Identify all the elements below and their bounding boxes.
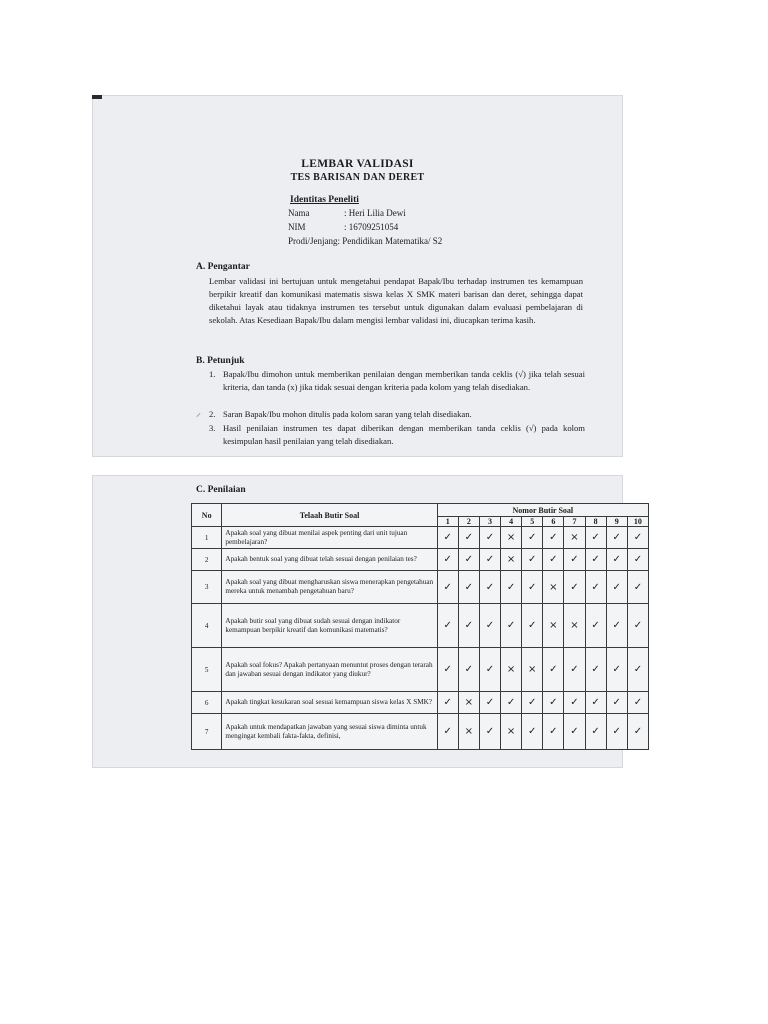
question-text: Apakah untuk mendapatkan jawaban yang sesuai siswa diminta untuk mengingat kembali fakta-fakta, definisi,	[222, 714, 437, 750]
check-mark: ✓	[437, 692, 458, 714]
pen-mark: ⸝	[196, 408, 201, 419]
cross-mark: ×	[501, 648, 522, 692]
column-number: 6	[543, 517, 564, 527]
column-header-no: No	[192, 504, 222, 527]
identity-value: : Heri Lilia Dewi	[344, 208, 406, 218]
check-mark: ✓	[543, 549, 564, 571]
section-a-heading: A. Pengantar	[196, 262, 250, 272]
check-mark: ✓	[585, 571, 606, 604]
check-mark: ✓	[585, 527, 606, 549]
cross-mark: ×	[501, 714, 522, 750]
check-mark: ✓	[522, 571, 543, 604]
check-mark: ✓	[479, 604, 500, 648]
cross-mark: ×	[564, 604, 585, 648]
cross-mark: ×	[501, 549, 522, 571]
identity-row-nim	[288, 222, 398, 232]
check-mark: ✓	[479, 648, 500, 692]
row-number: 3	[192, 571, 222, 604]
cross-mark: ×	[458, 714, 479, 750]
section-b-heading: B. Petunjuk	[196, 356, 245, 366]
check-mark: ✓	[627, 604, 648, 648]
check-mark: ✓	[564, 714, 585, 750]
check-mark: ✓	[627, 571, 648, 604]
table-row	[192, 714, 649, 750]
table-row	[192, 549, 649, 571]
check-mark: ✓	[585, 604, 606, 648]
check-mark: ✓	[479, 692, 500, 714]
table-row	[192, 648, 649, 692]
instruction-number: 2.	[209, 409, 216, 419]
cross-mark: ×	[522, 648, 543, 692]
check-mark: ✓	[585, 549, 606, 571]
cross-mark: ×	[543, 571, 564, 604]
row-number: 7	[192, 714, 222, 750]
cross-mark: ×	[501, 527, 522, 549]
check-mark: ✓	[522, 714, 543, 750]
identity-value: : Pendidikan Matematika/ S2	[337, 236, 443, 246]
check-mark: ✓	[458, 604, 479, 648]
check-mark: ✓	[437, 549, 458, 571]
column-number: 5	[522, 517, 543, 527]
question-text: Apakah tingkat kesukaran soal sesuai kemampuan siswa kelas X SMK?	[222, 692, 437, 714]
check-mark: ✓	[543, 714, 564, 750]
check-mark: ✓	[479, 714, 500, 750]
instruction-item	[209, 408, 585, 421]
check-mark: ✓	[606, 604, 627, 648]
check-mark: ✓	[458, 527, 479, 549]
check-mark: ✓	[501, 604, 522, 648]
cross-mark: ×	[543, 604, 564, 648]
table-row	[192, 527, 649, 549]
check-mark: ✓	[543, 648, 564, 692]
check-mark: ✓	[437, 604, 458, 648]
column-number: 2	[458, 517, 479, 527]
check-mark: ✓	[458, 571, 479, 604]
instruction-text: Hasil penilaian instrumen tes dapat diberikan dengan memberikan tanda ceklis (√) pada kolom kesimpulan hasil penilaian yang telah disediakan.	[223, 423, 585, 446]
identity-heading: Identitas Peneliti	[290, 195, 359, 205]
identity-label: Nama	[288, 208, 310, 218]
column-number: 9	[606, 517, 627, 527]
check-mark: ✓	[522, 604, 543, 648]
check-mark: ✓	[585, 714, 606, 750]
check-mark: ✓	[606, 571, 627, 604]
check-mark: ✓	[627, 714, 648, 750]
check-mark: ✓	[606, 527, 627, 549]
check-mark: ✓	[479, 571, 500, 604]
check-mark: ✓	[564, 648, 585, 692]
check-mark: ✓	[437, 714, 458, 750]
document-page-2	[92, 475, 643, 768]
check-mark: ✓	[564, 692, 585, 714]
cross-mark: ×	[458, 692, 479, 714]
check-mark: ✓	[437, 571, 458, 604]
table-row	[192, 692, 649, 714]
table-row	[192, 571, 649, 604]
column-number: 3	[479, 517, 500, 527]
check-mark: ✓	[627, 527, 648, 549]
question-text: Apakah bentuk soal yang dibuat telah sesuai dengan penilaian tes?	[222, 549, 437, 571]
check-mark: ✓	[585, 648, 606, 692]
row-number: 5	[192, 648, 222, 692]
instruction-item	[209, 422, 585, 448]
table-row	[192, 604, 649, 648]
document-subtitle: TES BARISAN DAN DERET	[290, 172, 425, 183]
check-mark: ✓	[522, 692, 543, 714]
column-number: 7	[564, 517, 585, 527]
check-mark: ✓	[522, 549, 543, 571]
check-mark: ✓	[458, 648, 479, 692]
check-mark: ✓	[606, 549, 627, 571]
column-number: 1	[437, 517, 458, 527]
document-title: LEMBAR VALIDASI	[301, 158, 414, 170]
question-text: Apakah butir soal yang dibuat sudah sesuai dengan indikator kemampuan berpikir kreatif dan komunikasi matematis?	[222, 604, 437, 648]
instruction-number: 1.	[209, 369, 216, 379]
check-mark: ✓	[437, 648, 458, 692]
cross-mark: ×	[564, 527, 585, 549]
question-text: Apakah soal yang dibuat menilai aspek penting dari unit tujuan pembelajaran?	[222, 527, 437, 549]
check-mark: ✓	[543, 527, 564, 549]
check-mark: ✓	[501, 692, 522, 714]
row-number: 2	[192, 549, 222, 571]
identity-row-prodi	[288, 236, 442, 246]
check-mark: ✓	[564, 549, 585, 571]
column-header-group: Nomor Butir Soal	[437, 504, 648, 517]
question-text: Apakah soal yang dibuat mengharuskan siswa menerapkan pengetahuan mereka untuk menambah pengetahuan baru?	[222, 571, 437, 604]
identity-label: Prodi/Jenjang	[288, 236, 338, 246]
check-mark: ✓	[606, 714, 627, 750]
column-number: 8	[585, 517, 606, 527]
document-page-1	[92, 95, 623, 457]
row-number: 4	[192, 604, 222, 648]
assessment-table	[191, 503, 649, 750]
identity-row-name	[288, 208, 406, 218]
column-number: 10	[627, 517, 648, 527]
identity-label: NIM	[288, 222, 306, 232]
check-mark: ✓	[627, 692, 648, 714]
question-text: Apakah soal fokus? Apakah pertanyaan menuntut proses dengan terarah dan jawaban sesuai dengan indikator yang diukur?	[222, 648, 437, 692]
check-mark: ✓	[585, 692, 606, 714]
check-mark: ✓	[479, 527, 500, 549]
check-mark: ✓	[501, 571, 522, 604]
row-number: 6	[192, 692, 222, 714]
section-c-heading: C. Penilaian	[196, 485, 246, 495]
check-mark: ✓	[543, 692, 564, 714]
check-mark: ✓	[458, 549, 479, 571]
instruction-item	[209, 368, 585, 394]
check-mark: ✓	[627, 549, 648, 571]
column-header-question: Telaah Butir Soal	[222, 504, 437, 527]
check-mark: ✓	[437, 527, 458, 549]
check-mark: ✓	[479, 549, 500, 571]
check-mark: ✓	[606, 648, 627, 692]
instruction-number: 3.	[209, 423, 216, 433]
check-mark: ✓	[627, 648, 648, 692]
instruction-text: Saran Bapak/Ibu mohon ditulis pada kolom saran yang telah disediakan.	[223, 409, 472, 419]
table-body	[192, 527, 649, 750]
identity-value: : 16709251054	[344, 222, 399, 232]
check-mark: ✓	[564, 571, 585, 604]
check-mark: ✓	[606, 692, 627, 714]
section-a-text: Lembar validasi ini bertujuan untuk mengetahui pendapat Bapak/Ibu terhadap instrumen tes kemampuan berpikir kreatif dan komunikasi matematis siswa kelas X SMK materi barisan dan deret, sehingga dapat diketahui layak atau tidaknya instrumen tes tersebut untuk digunakan dalam evaluasi pembelajaran di sekolah. Atas Kesediaan Bapak/Ibu dalam mengisi lembar validasi ini, diucapkan terima kasih.	[209, 276, 583, 325]
row-number: 1	[192, 527, 222, 549]
column-number: 4	[501, 517, 522, 527]
instruction-text: Bapak/Ibu dimohon untuk memberikan penilaian dengan memberikan tanda ceklis (√) jika telah sesuai kriteria, dan tanda (x) jika tidak sesuai dengan kriteria pada kolom yang telah disediakan.	[223, 369, 585, 392]
check-mark: ✓	[522, 527, 543, 549]
